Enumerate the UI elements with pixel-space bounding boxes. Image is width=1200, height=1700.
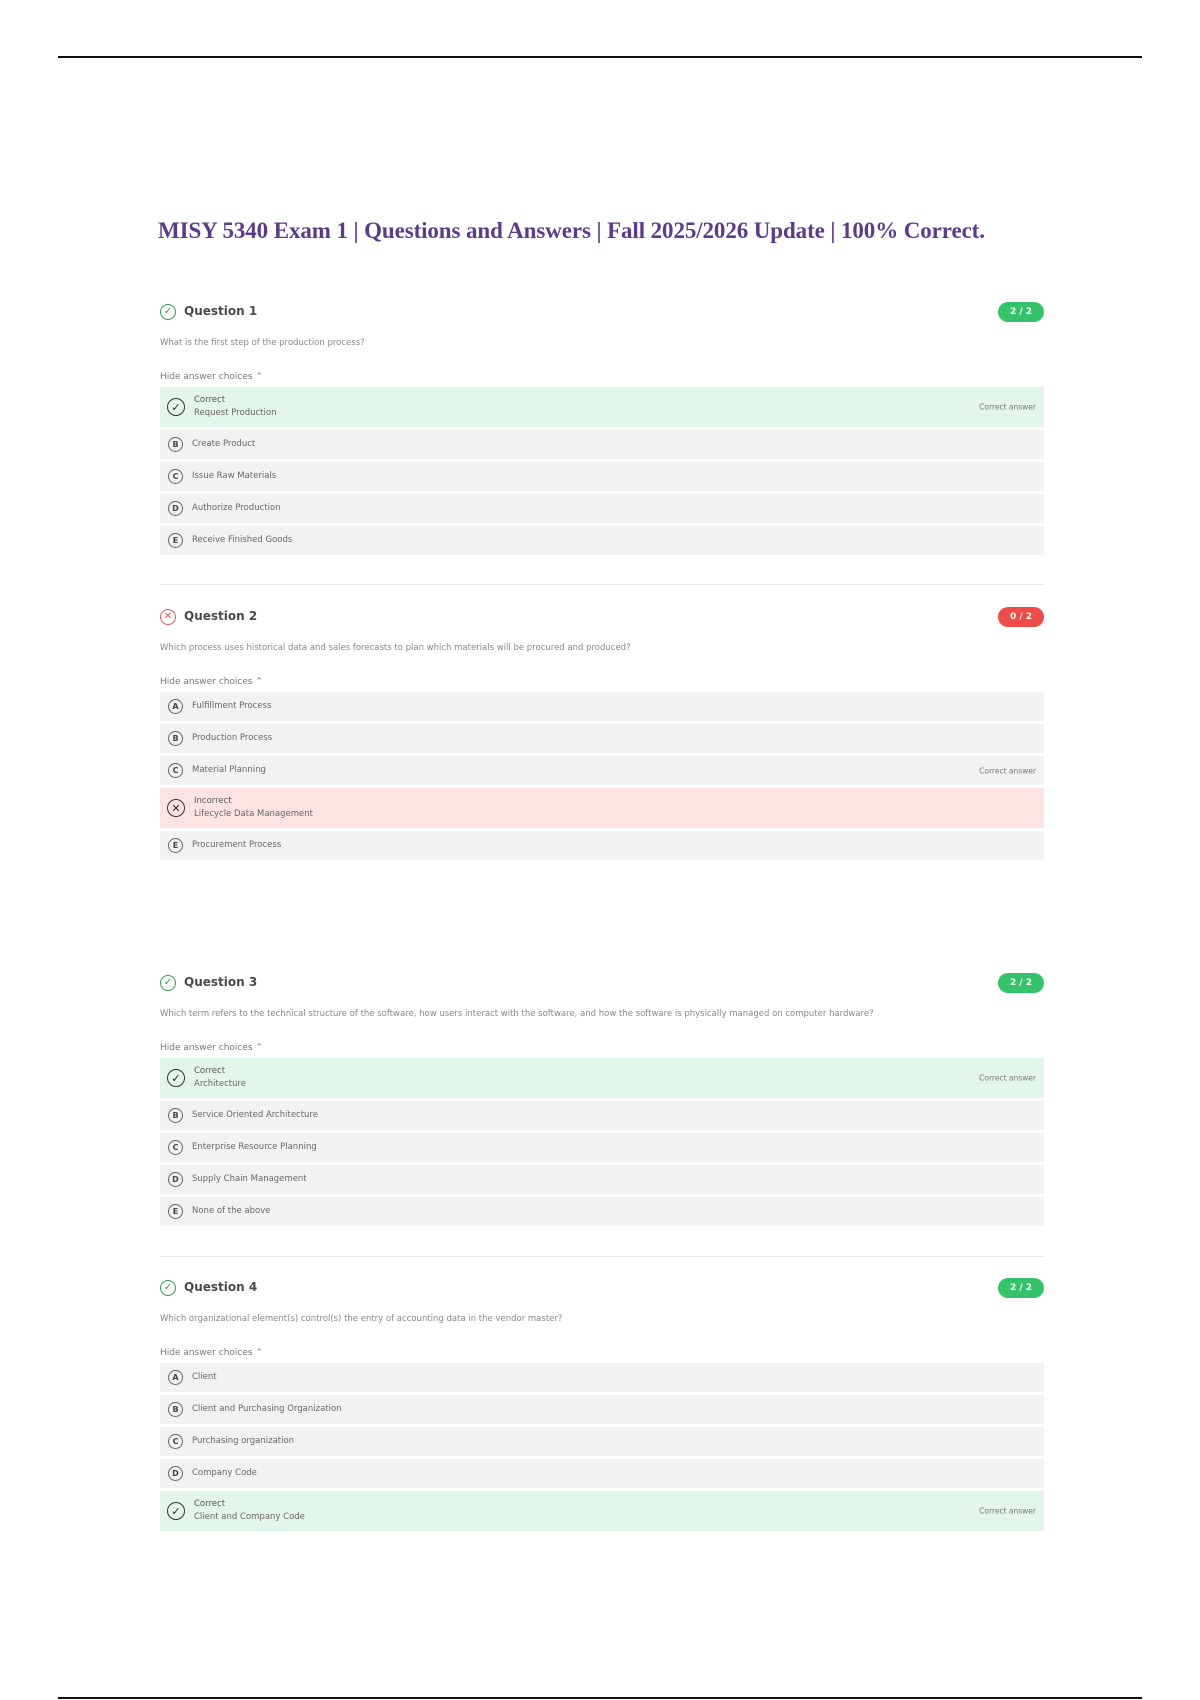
choice-letter: B [168, 1108, 183, 1123]
choice-label: Create Product [192, 439, 256, 449]
question-divider [160, 1256, 1044, 1257]
choice-letter: E [168, 1204, 183, 1219]
answer-choice[interactable] [160, 1133, 1044, 1162]
answer-choice[interactable] [160, 1101, 1044, 1130]
choice-label: Company Code [192, 1468, 257, 1478]
x-circle-icon: ✕ [160, 609, 176, 625]
choice-label: Service Oriented Architecture [192, 1110, 318, 1120]
choice-status: Correct [194, 1066, 226, 1076]
choice-letter: C [168, 1140, 183, 1155]
choice-status: Correct [194, 1499, 226, 1509]
question-header [160, 1278, 1044, 1300]
document-title: MISY 5340 Exam 1 | Questions and Answers | Fall 2025/2026 Update | 100% Correct. [158, 218, 985, 243]
choice-letter: C [168, 469, 183, 484]
answer-choice[interactable] [160, 1197, 1044, 1226]
answer-choice[interactable] [160, 1058, 1044, 1098]
hide-choices-toggle[interactable] [160, 677, 1044, 687]
question-card-4 [160, 1278, 1044, 1534]
answer-choice[interactable] [160, 1363, 1044, 1392]
question-card-2 [160, 607, 1044, 863]
question-title: Question 1 [184, 304, 258, 318]
choice-letter: D [168, 1172, 183, 1187]
toggle-label: Hide answer choices [160, 1348, 253, 1358]
choice-label: Production Process [192, 733, 273, 743]
choice-letter: C [168, 1434, 183, 1449]
choice-label: Client and Purchasing Organization [192, 1404, 342, 1414]
question-card-3 [160, 973, 1044, 1229]
question-title: Question 3 [184, 975, 258, 989]
score-badge: 2 / 2 [998, 1278, 1044, 1298]
check-circle-icon: ✓ [160, 975, 176, 991]
answer-choice[interactable] [160, 831, 1044, 860]
question-prompt: Which process uses historical data and sales forecasts to plan which materials will be procured and produced? [160, 643, 631, 653]
choice-label: Material Planning [192, 765, 266, 775]
choice-label: Supply Chain Management [192, 1174, 307, 1184]
choice-label: Fulfillment Process [192, 701, 272, 711]
check-circle-icon: ✓ [167, 398, 185, 416]
choice-label: Architecture [194, 1079, 247, 1089]
question-header [160, 302, 1044, 324]
chevron-up-icon: ⌃ [255, 372, 264, 382]
answer-choices [160, 1058, 1044, 1226]
choice-label: Request Production [194, 408, 277, 418]
x-circle-icon: ✕ [167, 799, 185, 817]
answer-choice[interactable] [160, 788, 1044, 828]
correct-answer-tag: Correct answer [979, 1506, 1036, 1516]
choice-letter: D [168, 1466, 183, 1481]
choice-label: Issue Raw Materials [192, 471, 277, 481]
check-circle-icon: ✓ [160, 304, 176, 320]
question-header [160, 973, 1044, 995]
chevron-up-icon: ⌃ [255, 677, 264, 687]
answer-choice[interactable] [160, 724, 1044, 753]
hide-choices-toggle[interactable] [160, 1348, 1044, 1358]
check-circle-icon: ✓ [160, 1280, 176, 1296]
chevron-up-icon: ⌃ [255, 1043, 264, 1053]
bottom-rule [58, 1697, 1142, 1699]
answer-choice[interactable] [160, 526, 1044, 555]
answer-choice[interactable] [160, 1165, 1044, 1194]
answer-choice[interactable] [160, 692, 1044, 721]
choice-letter: B [168, 731, 183, 746]
choice-label: Authorize Production [192, 503, 281, 513]
choice-label: Purchasing organization [192, 1436, 295, 1446]
question-header [160, 607, 1044, 629]
check-circle-icon: ✓ [167, 1069, 185, 1087]
score-badge: 2 / 2 [998, 973, 1044, 993]
choice-letter: C [168, 763, 183, 778]
choice-label: Enterprise Resource Planning [192, 1142, 317, 1152]
choice-label: Client and Company Code [194, 1512, 305, 1522]
hide-choices-toggle[interactable] [160, 372, 1044, 382]
top-rule [58, 56, 1142, 58]
answer-choice[interactable] [160, 387, 1044, 427]
hide-choices-toggle[interactable] [160, 1043, 1044, 1053]
question-title: Question 2 [184, 609, 258, 623]
answer-choice[interactable] [160, 1427, 1044, 1456]
choice-letter: A [168, 699, 183, 714]
chevron-up-icon: ⌃ [255, 1348, 264, 1358]
correct-answer-tag: Correct answer [979, 1073, 1036, 1083]
answer-choice[interactable] [160, 1459, 1044, 1488]
answer-choice[interactable] [160, 1491, 1044, 1531]
answer-choices [160, 692, 1044, 860]
choice-status: Incorrect [194, 796, 232, 806]
choice-label: Client [192, 1372, 217, 1382]
answer-choice[interactable] [160, 494, 1044, 523]
choice-letter: A [168, 1370, 183, 1385]
answer-choice[interactable] [160, 430, 1044, 459]
toggle-label: Hide answer choices [160, 677, 253, 687]
toggle-label: Hide answer choices [160, 372, 253, 382]
choice-status: Correct [194, 395, 226, 405]
choice-label: None of the above [192, 1206, 271, 1216]
choice-label: Receive Finished Goods [192, 535, 293, 545]
choice-letter: B [168, 437, 183, 452]
choice-letter: B [168, 1402, 183, 1417]
choice-letter: E [168, 533, 183, 548]
choice-label: Procurement Process [192, 840, 282, 850]
answer-choice[interactable] [160, 1395, 1044, 1424]
question-prompt: Which term refers to the technical structure of the software, how users interact with the software, and how the software is physically managed on computer hardware? [160, 1009, 874, 1019]
correct-answer-tag: Correct answer [979, 766, 1036, 775]
check-circle-icon: ✓ [167, 1502, 185, 1520]
question-card-1 [160, 302, 1044, 558]
question-prompt: What is the first step of the production process? [160, 338, 365, 348]
choice-letter: E [168, 838, 183, 853]
answer-choice[interactable] [160, 756, 1044, 785]
answer-choices [160, 1363, 1044, 1531]
question-divider [160, 584, 1044, 585]
question-prompt: Which organizational element(s) control(s) the entry of accounting data in the vendor master? [160, 1314, 563, 1324]
choice-letter: D [168, 501, 183, 516]
answer-choices [160, 387, 1044, 555]
score-badge: 2 / 2 [998, 302, 1044, 322]
question-title: Question 4 [184, 1280, 258, 1294]
toggle-label: Hide answer choices [160, 1043, 253, 1053]
choice-label: Lifecycle Data Management [194, 809, 313, 819]
answer-choice[interactable] [160, 462, 1044, 491]
score-badge: 0 / 2 [998, 607, 1044, 627]
correct-answer-tag: Correct answer [979, 402, 1036, 412]
